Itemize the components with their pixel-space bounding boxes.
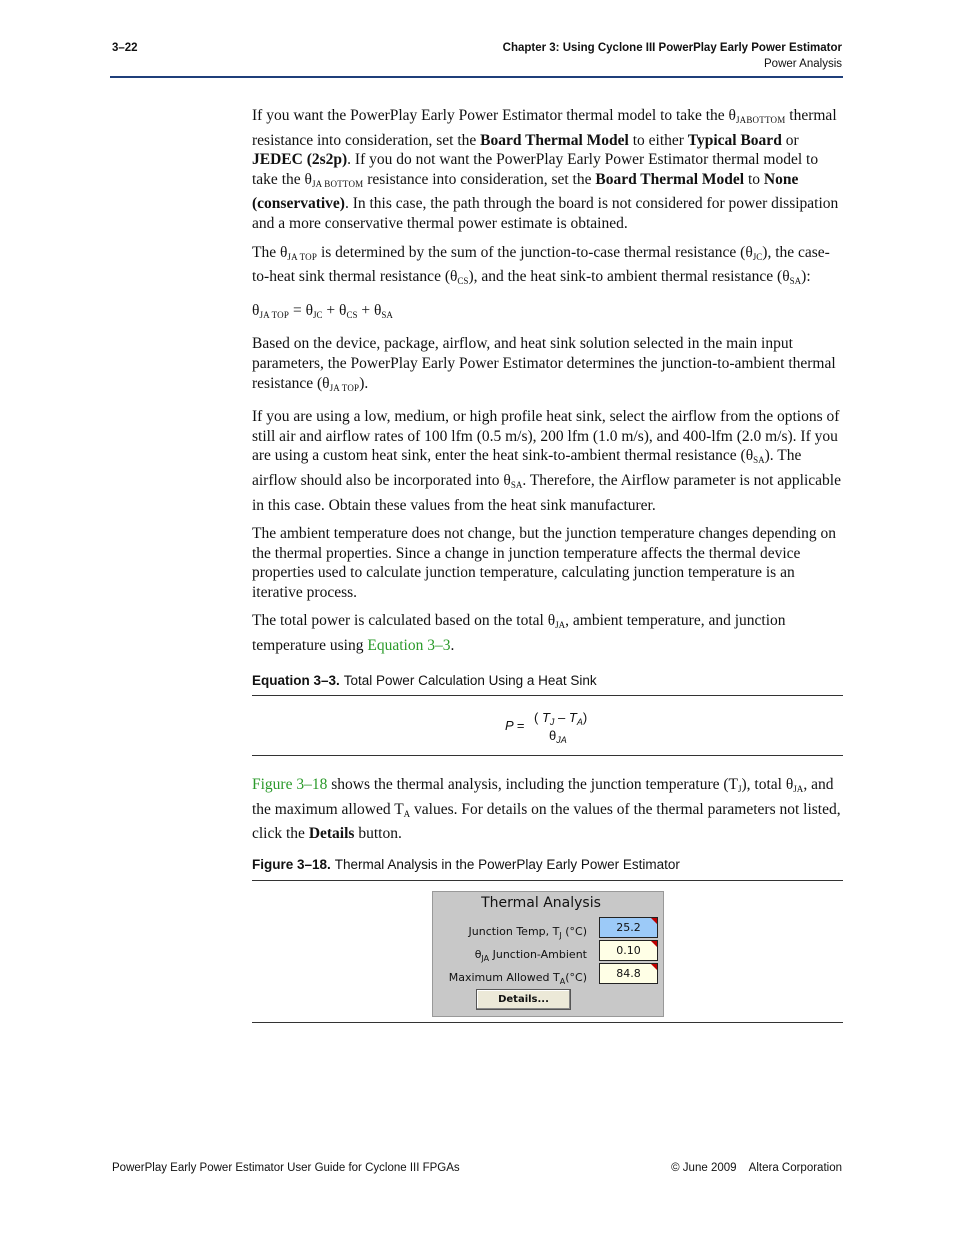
- equation-denominator: $\theta_{JA}$: [549, 728, 567, 746]
- details-button[interactable]: Details...: [476, 989, 571, 1010]
- equation-link[interactable]: Equation 3–3: [367, 637, 451, 655]
- equation-box: [252, 696, 843, 755]
- paragraph-figure-reference: Figure 3–18 shows the thermal analysis, including the junction temperature $(T_J)$, total $\theta_{JA}$, and the maximum allowed $T_A$ values. For details on the values of the thermal parameters not listed, click the Details button.: [252, 776, 841, 843]
- junction-ambient-label: $\theta_{JA}$ Junction-Ambient: [474, 947, 587, 963]
- header-page-number: 3–22: [112, 42, 138, 54]
- panel-title: Thermal Analysis: [481, 894, 601, 911]
- junction-temp-value[interactable]: 25.2: [599, 917, 658, 938]
- footer-copyright: © June 2009 Altera Corporation: [671, 1162, 842, 1174]
- main-content: [252, 106, 843, 1023]
- max-allowed-ta-value[interactable]: 84.8: [599, 963, 658, 984]
- figure-link[interactable]: Figure 3–18: [252, 776, 328, 794]
- figure-area: [252, 881, 843, 1022]
- junction-temp-label: Junction Temp, $T_J$ (°C): [468, 924, 587, 940]
- comment-marker-icon: [651, 964, 657, 970]
- comment-marker-icon: [651, 918, 657, 924]
- header-rule: [110, 76, 843, 78]
- junction-ambient-value[interactable]: 0.10: [599, 940, 658, 961]
- equation-numerator: ( $T_J - T_A$): [534, 710, 588, 728]
- footer-title: PowerPlay Early Power Estimator User Guide for Cyclone III FPGAs: [112, 1162, 460, 1174]
- equation-caption: Equation 3–3. Total Power Calculation Using a Heat Sink: [252, 672, 597, 688]
- paragraph-ambient-temperature: The ambient temperature does not change, but the junction temperature changes depending on the thermal properties. Since a change in junction temperature affects the thermal device properties used to calculate junction temperature, calculating junction temperature is an iterative process.: [252, 525, 837, 601]
- thermal-analysis-panel: [432, 891, 664, 1017]
- header-chapter: Chapter 3: Using Cyclone III PowerPlay Early Power Estimator: [502, 42, 842, 54]
- paragraph-junction-ambient: Based on the device, package, airflow, and heat sink solution selected in the main input parameters, the PowerPlay Early Power Estimator determines the junction-to-ambient thermal resistance (θJA TOP).: [252, 335, 836, 393]
- figure-bottom-rule: [252, 1022, 843, 1023]
- paragraph-theta-ja-top: The θJA TOP is determined by the sum of the junction-to-case thermal resistance $(\theta_{JC})$, the case-to-heat sink thermal resistance $(\theta_{CS})$, and the heat sink-to ambient thermal resistance $(\theta_{SA})$:: [252, 243, 830, 287]
- figure-caption: Figure 3–18. Thermal Analysis in the PowerPlay Early Power Estimator: [252, 857, 680, 873]
- max-allowed-ta-label: Maximum Allowed $T_A(^\circ C)$: [448, 970, 587, 986]
- paragraph-board-thermal-model: If you want the PowerPlay Early Power Estimator thermal model to take the θJABOTTOM thermal resistance into consideration, set the Board Thermal Model to either Typical Board or JEDEC (2s2p). If you do not want the PowerPlay Early Power Estimator thermal model to take the θJA BOTTOM resistance into consideration, set the Board Thermal Model to None (conservative). In this case, the path through the board is not considered for power dissipation and a more conservative thermal power estimate is obtained.: [252, 107, 839, 232]
- paragraph-heat-sink: If you are using a low, medium, or high profile heat sink, select the airflow from the options of still air and airflow rates of 100 lfm (0.5 m/s), 200 lfm (1.0 m/s), and 400-lfm (2.0 m/s). If you are using a custom heat sink, enter the heat sink-to-ambient thermal resistance $(\theta_{SA})$. The airflow should also be incorporated into $\theta_{SA}$. Therefore, the Airflow parameter is not applicable in this case. Obtain these values from the heat sink manufacturer.: [252, 408, 841, 514]
- comment-marker-icon: [651, 941, 657, 947]
- equation-bottom-rule: [252, 755, 843, 756]
- equation-lhs: P =: [505, 718, 525, 734]
- header-section: Power Analysis: [764, 58, 842, 70]
- inline-equation: θJA TOP = $\theta_{JC} + \theta_{CS} + \theta_{SA}$: [252, 301, 393, 320]
- paragraph-total-power: The total power is calculated based on the total $\theta_{JA}$, ambient temperature, and junction temperature using Equation 3–3.: [252, 612, 786, 655]
